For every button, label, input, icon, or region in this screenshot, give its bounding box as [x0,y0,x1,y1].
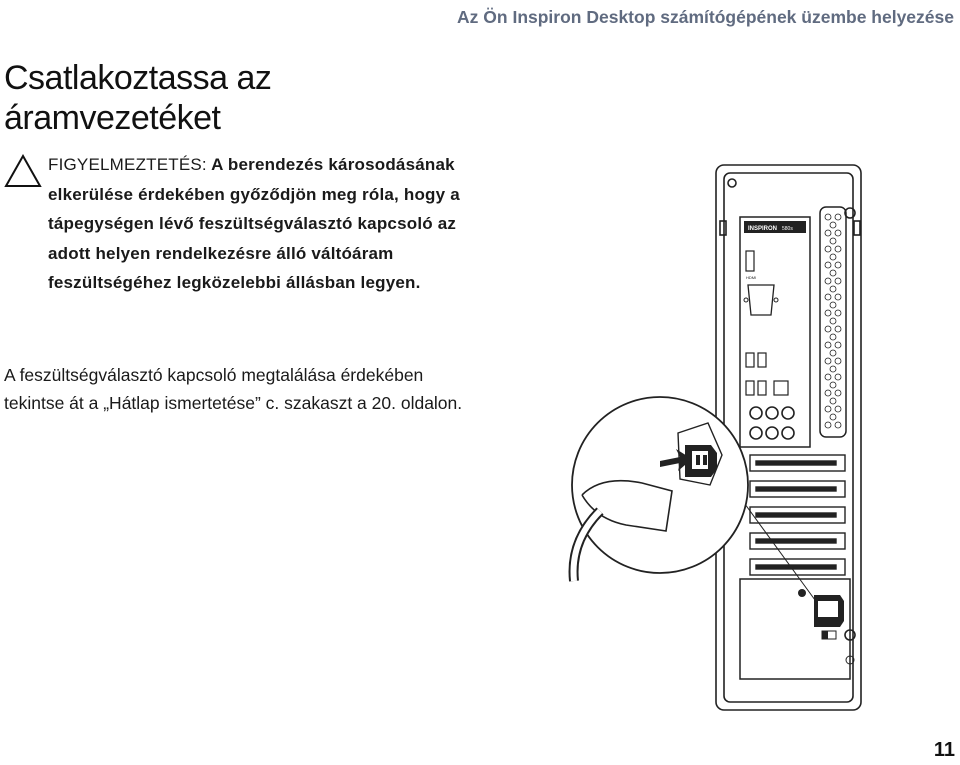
warning-triangle-icon [4,154,42,188]
brand-label: INSPIRON [748,226,778,232]
model-label: 580s [782,226,793,232]
warning-block [4,150,474,298]
running-header: Az Ön Inspiron Desktop számítógépének üzembe helyezése [457,7,954,27]
io-panel [740,217,810,447]
computer-back-panel-illustration [560,155,890,715]
expansion-slots [750,455,845,575]
page-number: 11 [933,739,955,761]
warning-label: FIGYELMEZTETÉS: [48,155,207,174]
body-paragraph: A feszültségválasztó kapcsoló megtalálása érdekében tekintse át a „Hátlap ismertetése” c. szakaszt a 20. oldalon. [4,365,463,413]
section-title: Csatlakoztassa az áramvezetéket [4,59,272,137]
power-supply [740,579,854,679]
warning-body: A berendezés károsodásának elkerülése érdekében győződjön meg róla, hogy a tápegységen lévő feszültségválasztó kapcsoló az adott helyen rendelkezésre álló váltóáram feszültségéhez legközelebbi állásban legyen. [48,155,460,292]
hdmi-label: HDMI [746,275,757,280]
vent-grille [820,207,846,437]
warning-text [48,150,474,298]
